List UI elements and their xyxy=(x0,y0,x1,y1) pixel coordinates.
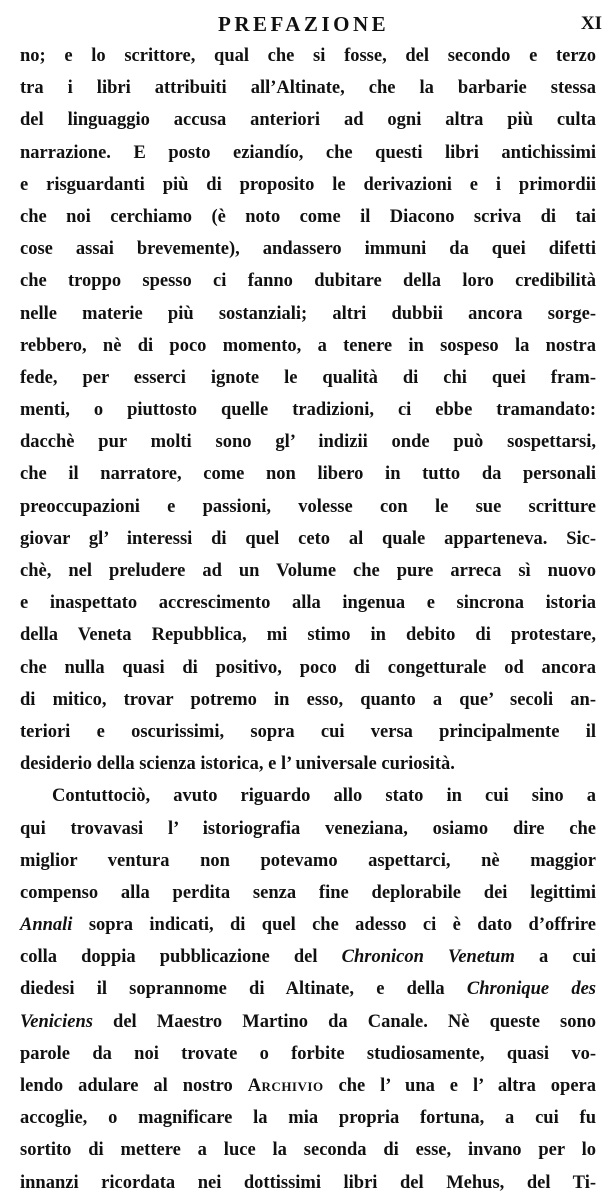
text-line: del linguaggio accusa anteriori ad ogni altra più culta xyxy=(20,110,596,131)
text-line: teriori e oscurissimi, sopra cui versa principalmente il xyxy=(20,721,596,742)
text-line: accoglie, o magnificare la mia propria fortuna, a cui fu xyxy=(20,1108,596,1129)
text-line: giovar gl’ interessi di quel ceto al quale apparteneva. Sic- xyxy=(20,528,596,549)
line-text: a cui xyxy=(514,947,597,968)
text-line: sortito di mettere a luce la seconda di esse, invano per lo xyxy=(20,1140,596,1161)
text-line: rebbero, nè di poco momento, a tenere in sospeso la nostra xyxy=(20,335,596,356)
text-line: narrazione. E posto eziandío, che questi libri antichissimi xyxy=(20,142,596,163)
text-line xyxy=(20,1070,596,1102)
italic-title-chronicon: Chronicon Venetum xyxy=(341,947,515,968)
line-text: diedesi il soprannome di Altinate, e della xyxy=(20,979,467,1000)
text-line: che il narratore, come non libero in tutto da personali xyxy=(20,464,596,485)
text-line xyxy=(20,941,596,973)
line-text: sopra indicati, di quel che adesso ci è dato d’offrire xyxy=(72,915,596,936)
line-text: che l’ una e l’ altra opera xyxy=(323,1076,597,1096)
text-body xyxy=(20,40,596,1199)
running-head xyxy=(0,8,612,40)
text-line: menti, o piuttosto quelle tradizioni, ci ebbe tramandato: xyxy=(20,400,596,421)
text-line: dacchè pur molti sono gl’ indizii onde può sospettarsi, xyxy=(20,432,596,453)
italic-title-chronique: Chronique des xyxy=(466,979,596,1000)
text-line: che nulla quasi di positivo, poco di congetturale od ancora xyxy=(20,657,596,678)
text-line: no; e lo scrittore, qual che si fosse, del secondo e terzo xyxy=(20,46,596,66)
text-line: che noi cerchiamo (è noto come il Diacono scriva di tai xyxy=(20,206,596,227)
text-line xyxy=(20,909,596,941)
text-line: nelle materie più sostanziali; altri dubbii ancora sorge- xyxy=(20,303,596,324)
text-line: della Veneta Repubblica, mi stimo in debito di protestare, xyxy=(20,625,596,646)
text-line: e risguardanti più di proposito le derivazioni e i primordii xyxy=(20,174,596,195)
text-line: parole da noi trovate o forbite studiosamente, quasi vo- xyxy=(20,1043,596,1064)
text-line: miglior ventura non potevamo aspettarci, nè maggior xyxy=(20,850,596,871)
line-text: del Maestro Martino da Canale. Nè queste sono xyxy=(92,1011,596,1032)
small-caps-archivio: Archivio xyxy=(247,1076,324,1096)
italic-title-veniciens: Veniciens xyxy=(20,1011,93,1032)
line-text: lendo adulare al nostro xyxy=(20,1076,248,1096)
text-line: di mitico, trovar potremo in esso, quanto a que’ secoli an- xyxy=(20,689,596,710)
page-title: PREFAZIONE xyxy=(218,12,390,36)
text-line xyxy=(20,1006,596,1038)
page-number: XI xyxy=(580,13,602,34)
text-line: innanzi ricordata nei dottissimi libri del Mehus, del Ti- xyxy=(20,1172,596,1193)
paragraph-contuttocio xyxy=(20,780,596,1198)
text-line: fede, per esserci ignote le qualità di chi quei fram- xyxy=(20,367,596,388)
text-line: chè, nel preludere ad un Volume che pure arreca sì nuovo xyxy=(20,561,596,581)
text-line xyxy=(20,973,596,1005)
text-line: preoccupazioni e passioni, volesse con le sue scritture xyxy=(20,496,596,517)
text-line: qui trovavasi l’ istoriografia veneziana, osiamo dire che xyxy=(20,818,596,839)
text-line: che troppo spesso ci fanno dubitare della loro credibilità xyxy=(20,271,596,292)
line-text: colla doppia pubblicazione del xyxy=(20,947,342,968)
text-line: tra i libri attribuiti all’Altinate, che la barbarie stessa xyxy=(20,78,596,99)
italic-title-annali: Annali xyxy=(20,915,73,936)
text-line: cose assai brevemente), andassero immuni da quei difetti xyxy=(20,239,596,260)
text-line: Contuttociò, avuto riguardo allo stato in cui sino a xyxy=(52,786,596,807)
paragraph-continued xyxy=(20,40,596,780)
text-line: desiderio della scienza istorica, e l’ universale curiosità. xyxy=(20,754,455,775)
text-line: e inaspettato accrescimento alla ingenua e sincrona istoria xyxy=(20,593,596,614)
text-line: compenso alla perdita senza fine deplorabile dei legittimi xyxy=(20,882,596,903)
